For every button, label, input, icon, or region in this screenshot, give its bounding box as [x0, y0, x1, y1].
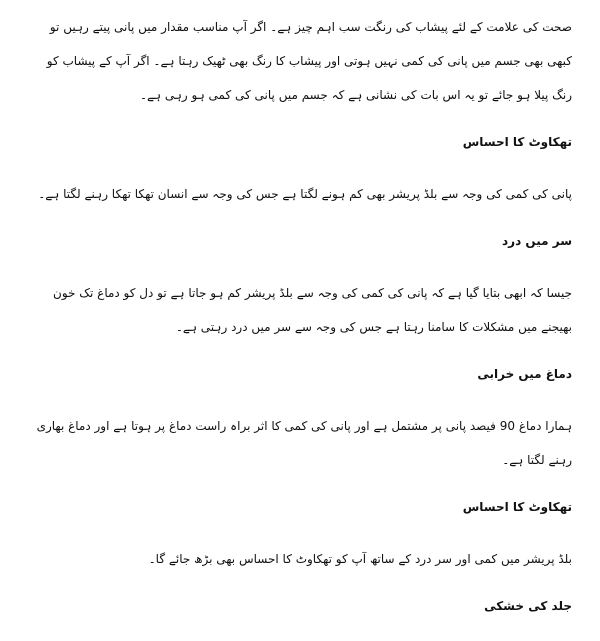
intro-paragraph: صحت کی علامت کے لئے پیشاب کی رنگت سب اہم چیز ہے۔ اگر آپ مناسب مقدار میں پانی پیتے رہیں تو کبھی بھی جسم میں پانی کی کمی نہیں ہوتی اور پیشاب کا رنگ بھی ٹھیک رہتا ہے۔ اگر آپ کے پیشاب کو رنگ پیلا ہو جائے تو یہ اس بات کی نشانی ہے کہ جسم میں پانی کی کمی ہو رہی ہے۔ [46, 20, 572, 102]
section-heading-fatigue-2: تھکاوٹ کا احساس [462, 500, 572, 514]
section-heading-fatigue: تھکاوٹ کا احساس [462, 135, 572, 149]
article [28, 10, 572, 641]
section-heading-brain: دماغ میں خرابی [477, 367, 572, 381]
section-body-headache: جیسا کہ ابھی بتایا گیا ہے کہ پانی کی کمی کی وجہ سے بلڈ پریشر کم ہو جاتا ہے تو دل کو دماغ تک خون بھیجنے میں مشکلات کا سامنا رہتا ہے جس کی وجہ سے سر میں درد رہتی ہے۔ [53, 286, 572, 334]
section-heading-headache: سر میں درد [502, 234, 572, 248]
section-body-brain: ہمارا دماغ 90 فیصد پانی پر مشتمل ہے اور پانی کی کمی کا اثر براہ راست دماغ پر ہوتا ہے اور دماغ بھاری رہنے لگتا ہے۔ [36, 419, 572, 467]
section-heading-dry-skin: جلد کی خشکی [484, 599, 572, 613]
section-body-fatigue-2: بلڈ پریشر میں کمی اور سر درد کے ساتھ آپ کو تھکاوٹ کا احساس بھی بڑھ جائے گا۔ [148, 552, 572, 566]
section-body-fatigue: پانی کی کمی کی وجہ سے بلڈ پریشر بھی کم ہونے لگتا ہے جس کی وجہ سے انسان تھکا تھکا رہنے لگتا ہے۔ [38, 187, 572, 201]
